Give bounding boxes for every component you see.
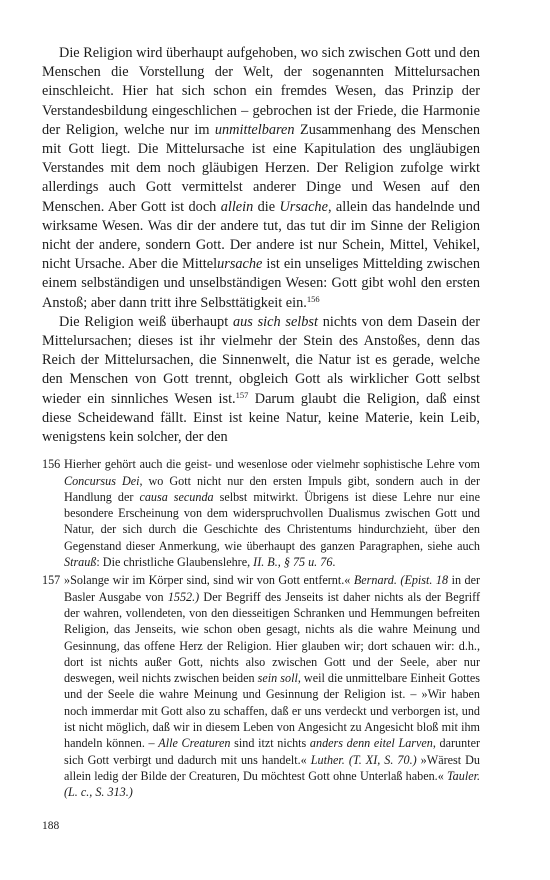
italic-text: anders denn eitel Larven [309, 736, 433, 751]
text-run: sind itzt nichts [230, 736, 310, 751]
italic-text: 1552.) [167, 589, 200, 604]
footnote-156 [42, 456, 480, 570]
page-text-block [42, 44, 480, 801]
footnote-ref: 157 [235, 389, 249, 400]
italic-text: Luther. (T. XI, S. 70.) [310, 752, 417, 767]
footnotes [42, 456, 480, 800]
footnote-number: 157 [42, 573, 61, 588]
footnote-157 [42, 572, 480, 800]
text-run: in der Basler Ausgabe von [64, 573, 481, 604]
text-run: Darum glaubt die Religion, daß einst diese Scheidewand fällt. Einst ist keine Natur, keine Materie, kein Leib, wenigstens kein solcher, der den [42, 390, 480, 446]
italic-text: allein [220, 198, 254, 215]
italic-text: II. B., § 75 u. 76 [253, 555, 333, 570]
text-run: , wo Gott nicht nur den ersten Impuls gibt, sondern auch in der Handlung der [64, 473, 480, 504]
italic-text: Tauler. (L. c., S. 313.) [64, 768, 480, 800]
italic-text: ursache [217, 256, 263, 273]
text-run: : Die christliche Glaubenslehre, [96, 555, 254, 570]
footnote-ref: 156 [306, 293, 320, 304]
italic-text: Ursache [279, 198, 328, 215]
italic-text: Concursus Dei [64, 473, 140, 488]
italic-text: Bernard. (Epist. 18 [353, 573, 449, 588]
page-number: 188 [42, 820, 60, 832]
text-run: nichts von dem Dasein der Mittelursachen; dieses ist ihr vielmehr der Stein des Anstoßes, denn das Reich der Mittelursachen, die Sinnenwelt, die Natur ist es gerade, welche den Menschen von Gott trennt, obgleich Gott als wirklicher Gott selbst wieder ein sinnliches Wesen ist. [42, 313, 481, 407]
text-run: , weil die unmittelbare Einheit Gottes und der Seele die wahre Meinung und Gesinnung der Religion ist. – »Wir haben noch immerdar mit Gott also zu schaffen, daß er uns verdeckt und verborgen ist, und ist nicht möglich, daß wir in diesem Leben von Angesicht zu Angesicht bloß mit ihm handeln können. – [64, 671, 481, 751]
italic-text: aus sich selbst [232, 313, 318, 330]
text-run: Die Religion weiß überhaupt [59, 313, 233, 330]
footnote-text [64, 572, 480, 800]
text-run: »Wärest Du allein ledig der Bilde der Creaturen, Du möchtest Gott ohne Unterlaß haben.« [64, 752, 480, 783]
text-run: Der Begriff des Jenseits ist daher nichts als der Begriff der wahren, vollendeten, von den diesseitigen Schranken und Hemmungen befreiten Religion, das Jenseits, wie schon oben gesagt, nichts als die wahre Meinung und Gesinnung, das offene Herz der Religion. Hier glauben wir; dort schauen wir: d.h., dort ist nichts außer Gott, nichts also zwischen Gott und der Seele, aber nur deswegen, weil nichts zwischen beiden [64, 589, 480, 686]
text-run: Hierher gehört auch die geist- und wesenlose oder vielmehr sophistische Lehre vom [64, 457, 480, 472]
text-run: Die Religion wird überhaupt aufgehoben, wo sich zwischen Gott und den Menschen die Vorstellung der Welt, der sogenannten Mittelursachen einschleicht. Hier hat sich schon ein fremdes Wesen, das Prinzip der Verstandesbildung eingeschlichen – gebrochen ist der Friede, die Harmonie der Religion, welche nur im [42, 45, 480, 138]
italic-text: causa secunda [139, 489, 214, 504]
footnote-text [64, 456, 480, 570]
italic-text: Strauß [64, 555, 97, 570]
text-run: , allein das handelnde und wirksame Wesen. Was dir der andere tut, das tut dir im Sinne der Religion nicht der andere, sondern Gott. Der andere ist nur Schein, Mittel, Vehikel, nicht Ursache. Aber die Mittel [42, 198, 481, 273]
italic-text: unmittelbaren [214, 121, 295, 138]
main-text [42, 44, 480, 447]
text-run: , darunter sich Gott verbirgt und dadurch mit uns handelt.« [64, 736, 481, 767]
text-run: die [253, 198, 280, 215]
paragraph-2 [42, 313, 480, 447]
italic-text: sein soll [257, 671, 298, 686]
text-run: . [332, 555, 336, 570]
text-run: selbst mitwirkt. Übrigens ist diese Lehre nur eine besondere Erscheinung von dem widerspruchvollen Dualismus zwischen Gott und Natur, der sich durch die Geschichte des Christentums hindurchzieht, über den Gegenstand dieser Anmerkung, wie überhaupt des ganzen Paragraphen, siehe auch [64, 489, 480, 553]
text-run: Zusammenhang des Menschen mit Gott liegt. Die Mittelursache ist eine Kapitulation des ungläubigen Verstandes mit dem noch gläubigen Herzen. Der Religion zufolge wirkt allerdings auch Gott vermittelst anderer Dinge und Wesen auf den Menschen. Aber Gott ist doch [42, 121, 480, 215]
paragraph-1 [42, 44, 480, 313]
text-run: »Solange wir im Körper sind, sind wir von Gott entfernt.« [64, 573, 354, 588]
footnote-number: 156 [42, 457, 61, 472]
text-run: ist ein unseliges Mittelding zwischen einem selbständigen und unselbständigen Wesen: Gott gibt wohl den ersten Anstoß; aber dann tritt ihre Selbsttätigkeit ein. [42, 256, 480, 311]
italic-text: Alle Creaturen [158, 736, 231, 751]
